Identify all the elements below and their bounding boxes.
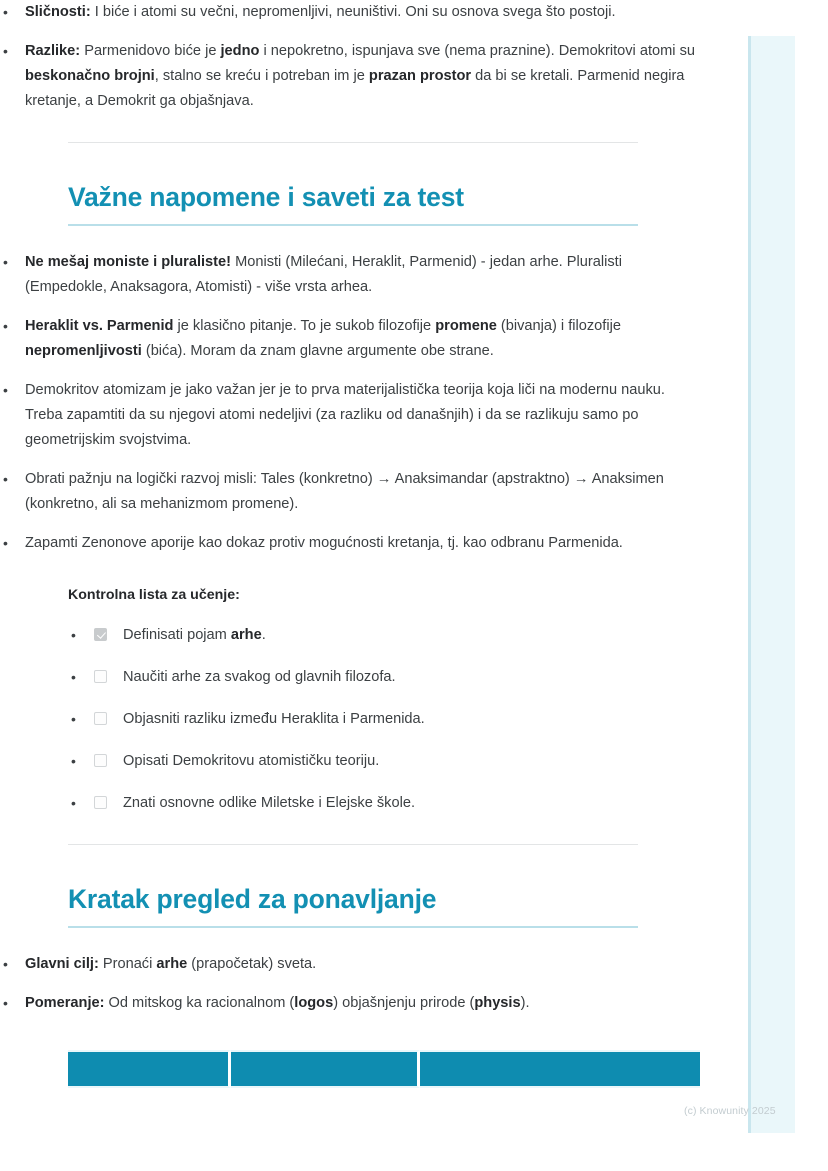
checklist-label: Kontrolna lista za učenje: (68, 587, 240, 603)
copyright-watermark: (c) Knowunity 2025 (684, 1105, 776, 1117)
list-item: • Glavni cilj: Pronaći arhe (prapočetak) sveta. (0, 952, 700, 977)
section-review-header (68, 884, 638, 928)
emphasis-text: prazan prostor (368, 68, 472, 84)
section-divider-bottom (68, 844, 638, 845)
review-list (0, 952, 700, 1016)
emphasis-text: beskonačno brojni (25, 68, 155, 84)
checkbox-unchecked[interactable] (94, 754, 107, 767)
emphasis-text: promene (435, 318, 497, 334)
list-item: • Zapamti Zenonove aporije kao dokaz protiv mogućnosti kretanja, tj. kao odbranu Parmenida. (0, 531, 700, 556)
emphasis-text: jedno (220, 43, 260, 59)
list-item: • Sličnosti: I biće i atomi su večni, nepromenljivi, neuništivi. Oni su osnova svega što postoji. (0, 0, 700, 25)
study-checklist (68, 624, 638, 814)
bullet-lead: Heraklit vs. Parmenid (25, 318, 174, 334)
emphasis-text: arhe (156, 956, 188, 972)
bullet-lead: Razlike: (25, 43, 81, 59)
checkbox-unchecked[interactable] (94, 670, 107, 683)
section-divider-top (68, 142, 638, 143)
checklist-item (68, 624, 638, 646)
bullet-lead: Ne mešaj moniste i pluraliste! (25, 254, 232, 270)
checkbox-checked[interactable] (94, 628, 107, 641)
emphasis-text: physis (474, 995, 521, 1011)
emphasis-text: nepromenljivosti (25, 343, 142, 359)
checklist-item-label: Objasniti razliku između Heraklita i Parmenida. (123, 711, 425, 727)
bullet-lead: Glavni cilj: (25, 956, 99, 972)
list-item: • Pomeranje: Od mitskog ka racionalnom (logos) objašnjenju prirode (physis). (0, 991, 700, 1016)
page-title-review: Kratak pregled za ponavljanje (68, 884, 437, 914)
list-item: • Obrati pažnju na logički razvoj misli: Tales (konkretno) → Anaksimandar (apstraktno) → Anaksimen (konkretno, ali sa mehanizmom promene). (0, 467, 700, 517)
table-header-cell (231, 1050, 420, 1088)
table-header-row (68, 1050, 700, 1088)
page-title-tips: Važne napomene i saveti za test (68, 182, 464, 212)
summary-table (68, 1050, 700, 1088)
list-item: • Razlike: Parmenidovo biće je jedno i nepokretno, ispunjava sve (nema praznine). Demokritovi atomi su beskonačno brojni, stalno se kreću i potreban im je prazan prostor da bi se kretali. Parmenid negira kretanje, a Demokrit ga objašnjava. (0, 39, 700, 114)
list-item: • Ne mešaj moniste i pluraliste! Monisti (Milećani, Heraklit, Parmenid) - jedan arhe. Pluralisti (Empedokle, Anaksagora, Atomisti) - više vrsta arhea. (0, 250, 700, 300)
checklist-item (68, 708, 638, 730)
checklist-item-label: Definisati pojam arhe. (123, 627, 266, 643)
title-underline-tips (68, 224, 638, 226)
list-item: • Heraklit vs. Parmenid je klasično pitanje. To je sukob filozofije promene (bivanja) i filozofije nepromenljivosti (bića). Moram da znam glavne argumente obe strane. (0, 314, 700, 364)
comparison-list (0, 0, 700, 114)
tips-list (0, 250, 700, 556)
table-header-cell (420, 1050, 700, 1088)
checkbox-unchecked[interactable] (94, 712, 107, 725)
checklist-item-label: Znati osnovne odlike Miletske i Elejske škole. (123, 795, 416, 811)
checkbox-unchecked[interactable] (94, 796, 107, 809)
checklist-item (68, 792, 638, 814)
bullet-lead: Pomeranje: (25, 995, 105, 1011)
emphasis-text: logos (294, 995, 334, 1011)
checklist-item (68, 666, 638, 688)
right-side-band (748, 36, 795, 1133)
emphasis-text: arhe (230, 627, 262, 643)
checklist-item-label: Naučiti arhe za svakog od glavnih filozofa. (123, 669, 396, 685)
bullet-lead: Sličnosti: (25, 4, 91, 20)
table-header-cell (68, 1050, 231, 1088)
checklist-item-label: Opisati Demokritovu atomističku teoriju. (123, 753, 380, 769)
list-item: • Demokritov atomizam je jako važan jer je to prva materijalistička teorija koja liči na modernu nauku. Treba zapamtiti da su njegovi atomi nedeljivi (za razliku od današnjih) i da se razlikuju samo po geometrijskim svojstvima. (0, 378, 700, 453)
title-underline-review (68, 926, 638, 928)
summary-table-wrap (68, 1050, 638, 1088)
checklist-item (68, 750, 638, 772)
section-tips-header (68, 182, 638, 226)
